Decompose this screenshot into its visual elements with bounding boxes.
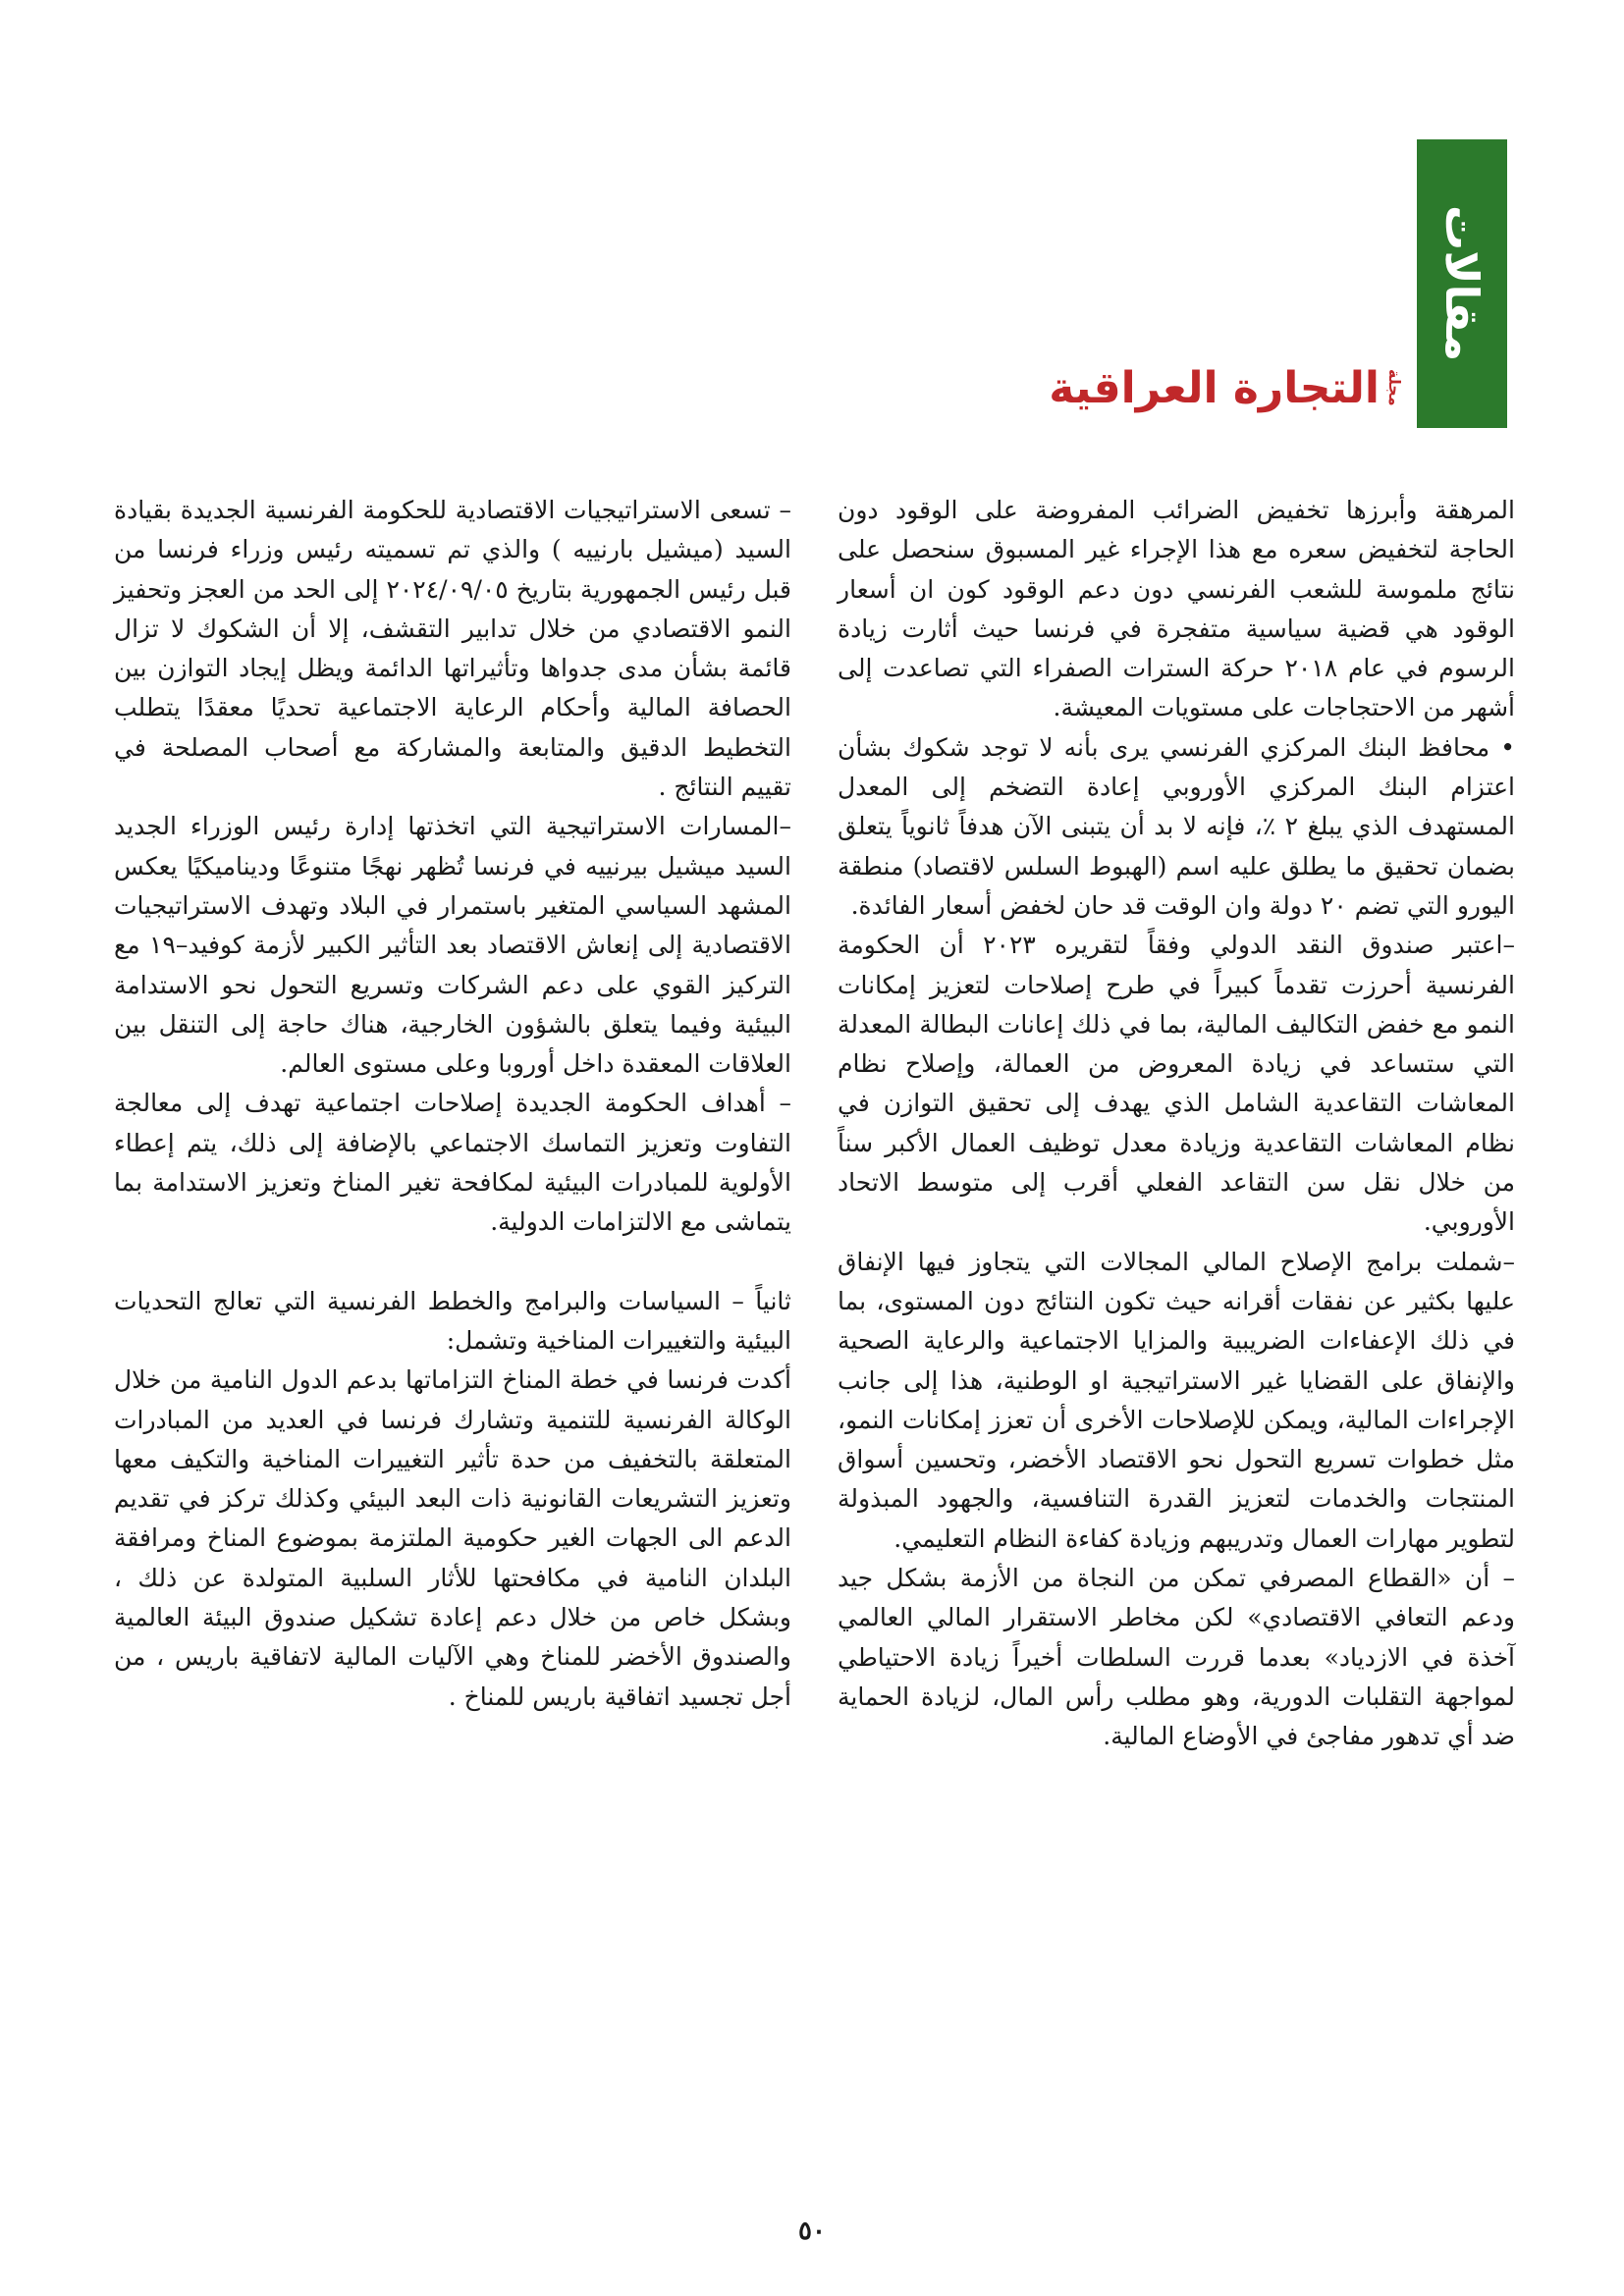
paragraph: – تسعى الاستراتيجيات الاقتصادية للحكومة الفرنسية الجديدة بقيادة السيد (ميشيل بارنييه ) والذي تم تسميته رئيس وزراء فرنسا من قبل رئيس الجمهورية بتاريخ ٢٠٢٤/٠٩/٠٥ إلى الحد من العجز وتحفيز النمو الاقتصادي من خلال تدابير التقشف، إلا أن الشكوك لا تزال قائمة بشأن مدى جدواها وتأثيراتها الدائمة ويظل إيجاد التوازن بين الحصافة المالية وأحكام الرعاية الاجتماعية تحديًا معقدًا يتطلب التخطيط الدقيق والمتابعة والمشاركة مع أصحاب المصلحة في تقييم النتائج . (114, 496, 791, 802)
paragraph: –المسارات الاستراتيجية التي اتخذتها إدارة رئيس الوزراء الجديد السيد ميشيل بيرنييه في فرنسا تُظهر نهجًا متنوعًا وديناميكيًا يعكس المشهد السياسي المتغير باستمرار في البلاد وتهدف الاستراتيجيات الاقتصادية إلى إنعاش الاقتصاد بعد التأثير الكبير لأزمة كوفيد–١٩ مع التركيز القوي على دعم الشركات وتسريع التحول نحو الاستدامة البيئية وفيما يتعلق بالشؤون الخارجية، هناك حاجة إلى التنقل بين العلاقات المعقدة داخل أوروبا وعلى مستوى العالم. (114, 812, 791, 1079)
left-column (114, 491, 791, 1717)
masthead-title: التجارة العراقية (1049, 362, 1380, 413)
page-number: ٥٠ (798, 2216, 826, 2246)
section-tab (1417, 139, 1507, 428)
paragraph: • محافظ البنك المركزي الفرنسي يرى بأنه لا توجد شكوك بشأن اعتزام البنك المركزي الأوروبي إعادة التضخم إلى المعدل المستهدف الذي يبلغ ٢ ٪، فإنه لا بد أن يتبنى الآن هدفاً ثانوياً يتعلق بضمان تحقيق ما يطلق عليه اسم (الهبوط السلس لاقتصاد) منطقة اليورو التي تضم ٢٠ دولة وان الوقت قد حان لخفض أسعار الفائدة. (838, 732, 1515, 920)
paragraph: –اعتبر صندوق النقد الدولي وفقاً لتقريره ٢٠٢٣ أن الحكومة الفرنسية أحرزت تقدماً كبيراً في طرح إصلاحات لتعزيز إمكانات النمو مع خفض التكاليف المالية، بما في ذلك إعانات البطالة المعدلة التي ستساعد في زيادة المعروض من العمالة، وإصلاح نظام المعاشات التقاعدية الشامل الذي يهدف إلى تحقيق التوازن في نظام المعاشات التقاعدية وزيادة معدل توظيف العمال الأكبر سناً من خلال نقل سن التقاعد الفعلي أقرب إلى متوسط الاتحاد الأوروبي. (838, 931, 1515, 1237)
magazine-masthead (1049, 353, 1404, 422)
section-label: مقالات (1435, 205, 1489, 362)
paragraph: – أهداف الحكومة الجديدة إصلاحات اجتماعية تهدف إلى معالجة التفاوت وتعزيز التماسك الاجتماعي بالإضافة إلى ذلك، يتم إعطاء الأولوية للمبادرات البيئية لمكافحة تغير المناخ وتعزيز الاستدامة بما يتماشى مع الالتزامات الدولية. (114, 1089, 791, 1237)
section-heading: ثانياً – السياسات والبرامج والخطط الفرنسية التي تعالج التحديات البيئية والتغييرات المناخية وتشمل: (114, 1286, 791, 1355)
paragraph: أكدت فرنسا في خطة المناخ التزاماتها بدعم الدول النامية من خلال الوكالة الفرنسية للتنمية وتشارك فرنسا في العديد من المبادرات المتعلقة بالتخفيف من حدة تأثير التغييرات المناخية والتكيف معها وتعزيز التشريعات القانونية ذات البعد البيئي وكذلك تركز في تقديم الدعم الى الجهات الغير حكومية الملتزمة بموضوع المناخ ومرافقة البلدان النامية في مكافحتها للأثار السلبية المتولدة عن ذلك ، وبشكل خاص من خلال دعم إعادة تشكيل صندوق البيئة العالمية والصندوق الأخضر للمناخ وهي الآليات المالية لاتفاقية باريس ، من أجل تجسيد اتفاقية باريس للمناخ . (114, 1365, 791, 1711)
paragraph: – أن «القطاع المصرفي تمكن من النجاة من الأزمة بشكل جيد ودعم التعافي الاقتصادي» لكن مخاطر الاستقرار المالي العالمي آخذة في الازدياد» بعدما قررت السلطات أخيراً زيادة الاحتياطي لمواجهة التقلبات الدورية، وهو مطلب رأس المال، لزيادة الحماية ضد أي تدهور مفاجئ في الأوضاع المالية. (838, 1564, 1515, 1751)
masthead-prefix: مجلة (1385, 369, 1404, 406)
right-column (838, 491, 1515, 1757)
paragraph: المرهقة وأبرزها تخفيض الضرائب المفروضة على الوقود دون الحاجة لتخفيض سعره مع هذا الإجراء غير المسبوق سنحصل على نتائج ملموسة للشعب الفرنسي دون دعم الوقود كون ان أسعار الوقود هي قضية سياسية متفجرة في فرنسا حيث أثارت زيادة الرسوم في عام ٢٠١٨ حركة السترات الصفراء التي تصاعدت إلى أشهر من الاحتجاجات على مستويات المعيشة. (838, 496, 1515, 722)
paragraph: –شملت برامج الإصلاح المالي المجالات التي يتجاوز فيها الإنفاق عليها بكثير عن نفقات أقرانه حيث تكون النتائج دون المستوى، بما في ذلك الإعفاءات الضريبية والمزايا الاجتماعية والرعاية الصحية والإنفاق على القضايا غير الاستراتيجية او الوطنية، هذا إلى جانب الإجراءات المالية، ويمكن للإصلاحات الأخرى أن تعزز إمكانات النمو، مثل خطوات تسريع التحول نحو الاقتصاد الأخضر، وتحسين أسواق المنتجات والخدمات لتعزيز القدرة التنافسية، والجهود المبذولة لتطوير مهارات العمال وتدريبهم وزيادة كفاءة النظام التعليمي. (838, 1247, 1515, 1553)
